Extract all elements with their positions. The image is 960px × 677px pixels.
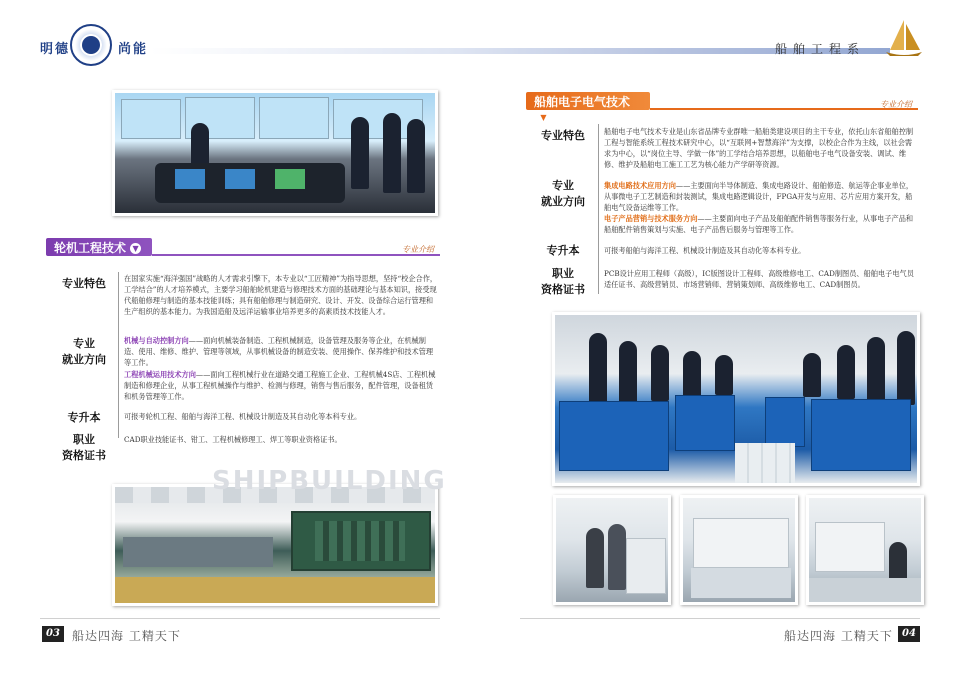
- jobs-label: 专业 就业方向: [62, 337, 106, 366]
- department-name: 船舶工程系: [775, 42, 866, 56]
- content-rule: [598, 124, 599, 294]
- upgrade-label: 专升本: [546, 244, 580, 257]
- motto-right: 尚能: [118, 42, 149, 57]
- slogan-left: 船达四海 工精天下: [72, 629, 181, 643]
- jobs-item-2: 工程机械运用技术方向——面向工程机械行业在道路交通工程施工企业、工程机械4S店、工程机械制造和修理企业，从事工程机械操作与维护、检测与修理，销售与售后服务，配件管理，设备租赁和机务管理等工作。: [124, 370, 436, 401]
- electrical-lab-photo: [552, 312, 920, 486]
- footer-rule: [520, 618, 920, 619]
- content-rule: [118, 272, 119, 438]
- cert-text: CAD职业技能证书、钳工、工程机械修理工、焊工等职业资格证书。: [124, 435, 342, 444]
- section-rule: [650, 108, 918, 110]
- training-photo-3: [806, 495, 924, 605]
- chevron-down-icon: ▼: [538, 112, 549, 123]
- training-photo-2: [680, 495, 798, 605]
- chevron-down-icon: ▼: [130, 243, 141, 254]
- page-number-left: 03: [42, 626, 64, 642]
- training-photo-1: [553, 495, 671, 605]
- features-label: 专业特色: [541, 129, 585, 142]
- shipbuilding-watermark: SHIPBUILDING: [212, 466, 447, 496]
- upgrade-text: 可报考船舶与海洋工程、机械设计制造及其自动化等本科专业。: [604, 246, 806, 255]
- page-number-right: 04: [898, 626, 920, 642]
- section-title-marine-electrical: 船舶电子电气技术▼: [526, 92, 650, 110]
- cert-label: 职业 资格证书: [62, 433, 106, 462]
- jobs-item-2: 电子产品营销与技术服务方向——主要面向电子产品及船舶配件销售等服务行业，从事电子产品和船舶配件销售策划与实施、电子产品售后服务与管理等工作。: [604, 214, 914, 234]
- jobs-label: 专业 就业方向: [541, 179, 585, 208]
- section-tag: 专业介绍: [402, 245, 434, 254]
- section-rule: [152, 254, 440, 256]
- jobs-item-1: 集成电路技术应用方向——主要面向半导体制造、集成电路设计、船舶修造、航运等企事业单位，从事微电子工艺制造和封装测试，集成电路逻辑设计，FPGA开发与应用、芯片应用方案开发，船舶电气设备运维等工作。: [604, 181, 914, 212]
- jobs-item-1: 机械与自动控制方向——面向机械装备制造、工程机械制造，设备管理及服务等企业，在机械制造、使用、维修、维护、管理等领域，从事机械设备的制造安装、使用操作、保养维护和技术管理等工作。: [124, 336, 434, 367]
- features-label: 专业特色: [62, 277, 106, 290]
- ship-bridge-photo: [112, 90, 438, 216]
- section-title-marine-engineering: 轮机工程技术 ▼: [46, 238, 152, 256]
- features-text: 在国家实施“海洋强国”战略的人才需求引擎下，本专业以“工匠精神”为指导思想，坚持“校企合作，工学结合”的人才培养模式，主要学习船舶轮机建造与修理技术方面的基础理论与基本知识，接受现代船舶修理与制造的基本技能训练；具有船舶修理与制造研究、设计、开发、设备综合运行管理和生产组织的基本能力。为我国造船及远洋运输事业培养更多的高素质技术技能人才。: [124, 274, 438, 316]
- slogan-right: 船达四海 工精天下: [784, 629, 893, 643]
- upgrade-label: 专升本: [67, 411, 101, 424]
- footer-rule: [40, 618, 440, 619]
- sailboat-icon: [882, 18, 926, 62]
- school-logo-icon: [70, 24, 112, 66]
- cert-label: 职业 资格证书: [541, 267, 585, 296]
- features-text: 船舶电子电气技术专业是山东省品牌专业群唯一船舶类建设项目的主干专业，依托山东省船舶控制工程与智能系统工程技术研究中心，以“互联网+智慧海洋”为支撑，以校企合作为主线，以社会需求为中心，以“岗位主导、学做一体”的工学结合培养思想，以船舶电子电气设备安装、调试、维修、维护及船舶电工施工工艺为核心能力产学研等资源。: [604, 127, 914, 169]
- upgrade-text: 可报考轮机工程、船舶与海洋工程、机械设计制造及其自动化等本科专业。: [124, 412, 362, 421]
- motto-left: 明德: [40, 42, 71, 57]
- section-tag: 专业介绍: [880, 100, 912, 109]
- engine-workshop-photo: [112, 484, 438, 606]
- cert-text: PCB设计应用工程师（高级），IC版图设计工程师、高级维修电工、CAD制图员、船舶电子电气员适任证书、高级营销员、市场营销师、营销策划师、高级维修电工、CAD制图员。: [604, 269, 914, 289]
